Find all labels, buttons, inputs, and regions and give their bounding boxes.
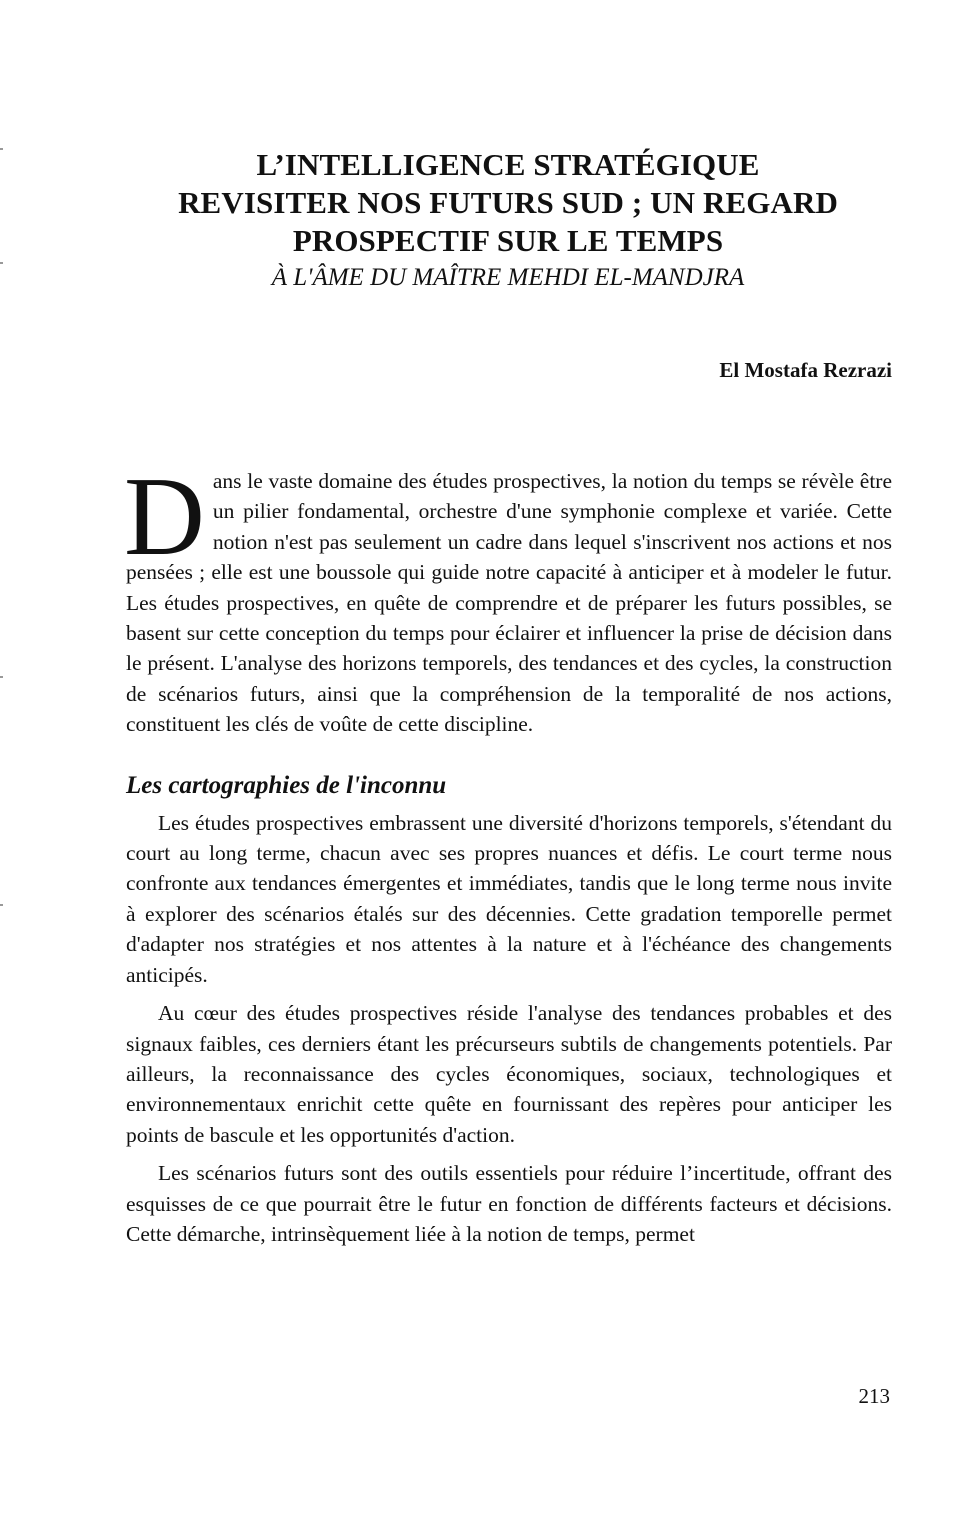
page-number: 213	[858, 1384, 890, 1408]
body-paragraph-2: Au cœur des études prospectives réside l'analyse des tendances probables et des signaux faibles, ces derniers étant les précurseurs subtils de changements potentiels. Par ailleurs, la reconnaissance des cycles économiques, sociaux, technologiques et environnementaux enrichit cette quête en fournissant des repères pour anticiper les points de bascule et les opportunités d'action.	[126, 1001, 892, 1147]
scan-edge-mark	[0, 148, 3, 150]
article-body	[124, 455, 892, 1257]
title-block	[100, 146, 916, 294]
body-paragraph-3: Les scénarios futurs sont des outils essentiels pour réduire l’incertitude, offrant des esquisses de ce que pourrait être le futur en fonction de différents facteurs et décisions. Cette démarche, intrinsèquement liée à la notion de temps, permet	[126, 1161, 892, 1246]
intro-paragraph	[124, 455, 892, 740]
section-heading: Les cartographies de l'inconnu	[126, 771, 447, 799]
title-line-2: REVISITER NOS FUTURS SUD ; UN REGARD	[178, 185, 838, 220]
drop-cap: D	[124, 455, 205, 579]
intro-text: ans le vaste domaine des études prospectives, la notion du temps se révèle être un pilier fondamental, orchestre d'une symphonie complexe et variée. Cette notion n'est pas seulement un cadre dans lequel s'inscrivent nos actions et nos pensées ; elle est une boussole qui guide notre capacité à anticiper et à modeler le futur. Les études prospectives, en quête de comprendre et de préparer les futurs possibles, se basent sur cette conception du temps pour éclairer et influencer la prise de décision dans le présent. L'analyse des horizons temporels, des tendances et des cycles, la construction de scénarios futurs, ainsi que la compréhension de la temporalité de nos actions, constituent les clés de voûte de cette discipline.	[126, 469, 892, 737]
scan-edge-mark	[0, 262, 3, 264]
dedication-subtitle: À L'ÂME DU MAÎTRE MEHDI EL-MANDJRA	[271, 264, 745, 291]
body-paragraph-1: Les études prospectives embrassent une diversité d'horizons temporels, s'étendant du court au long terme, chacun avec ses propres nuances et défis. Le court terme nous confronte aux tendances émergentes et immédiates, tandis que le long terme nous invite à explorer des scénarios étalés sur des décennies. Cette gradation temporelle permet d'adapter nos stratégies et nos attentes à la nature et à l'échéance des changements anticipés.	[126, 810, 892, 987]
scan-edge-mark	[0, 904, 3, 906]
author-name: El Mostafa Rezrazi	[719, 358, 892, 382]
scan-edge-mark	[0, 676, 3, 678]
title-line-3: PROSPECTIF SUR LE TEMPS	[292, 223, 724, 258]
title-line-1: L’INTELLIGENCE STRATÉGIQUE	[256, 147, 760, 182]
